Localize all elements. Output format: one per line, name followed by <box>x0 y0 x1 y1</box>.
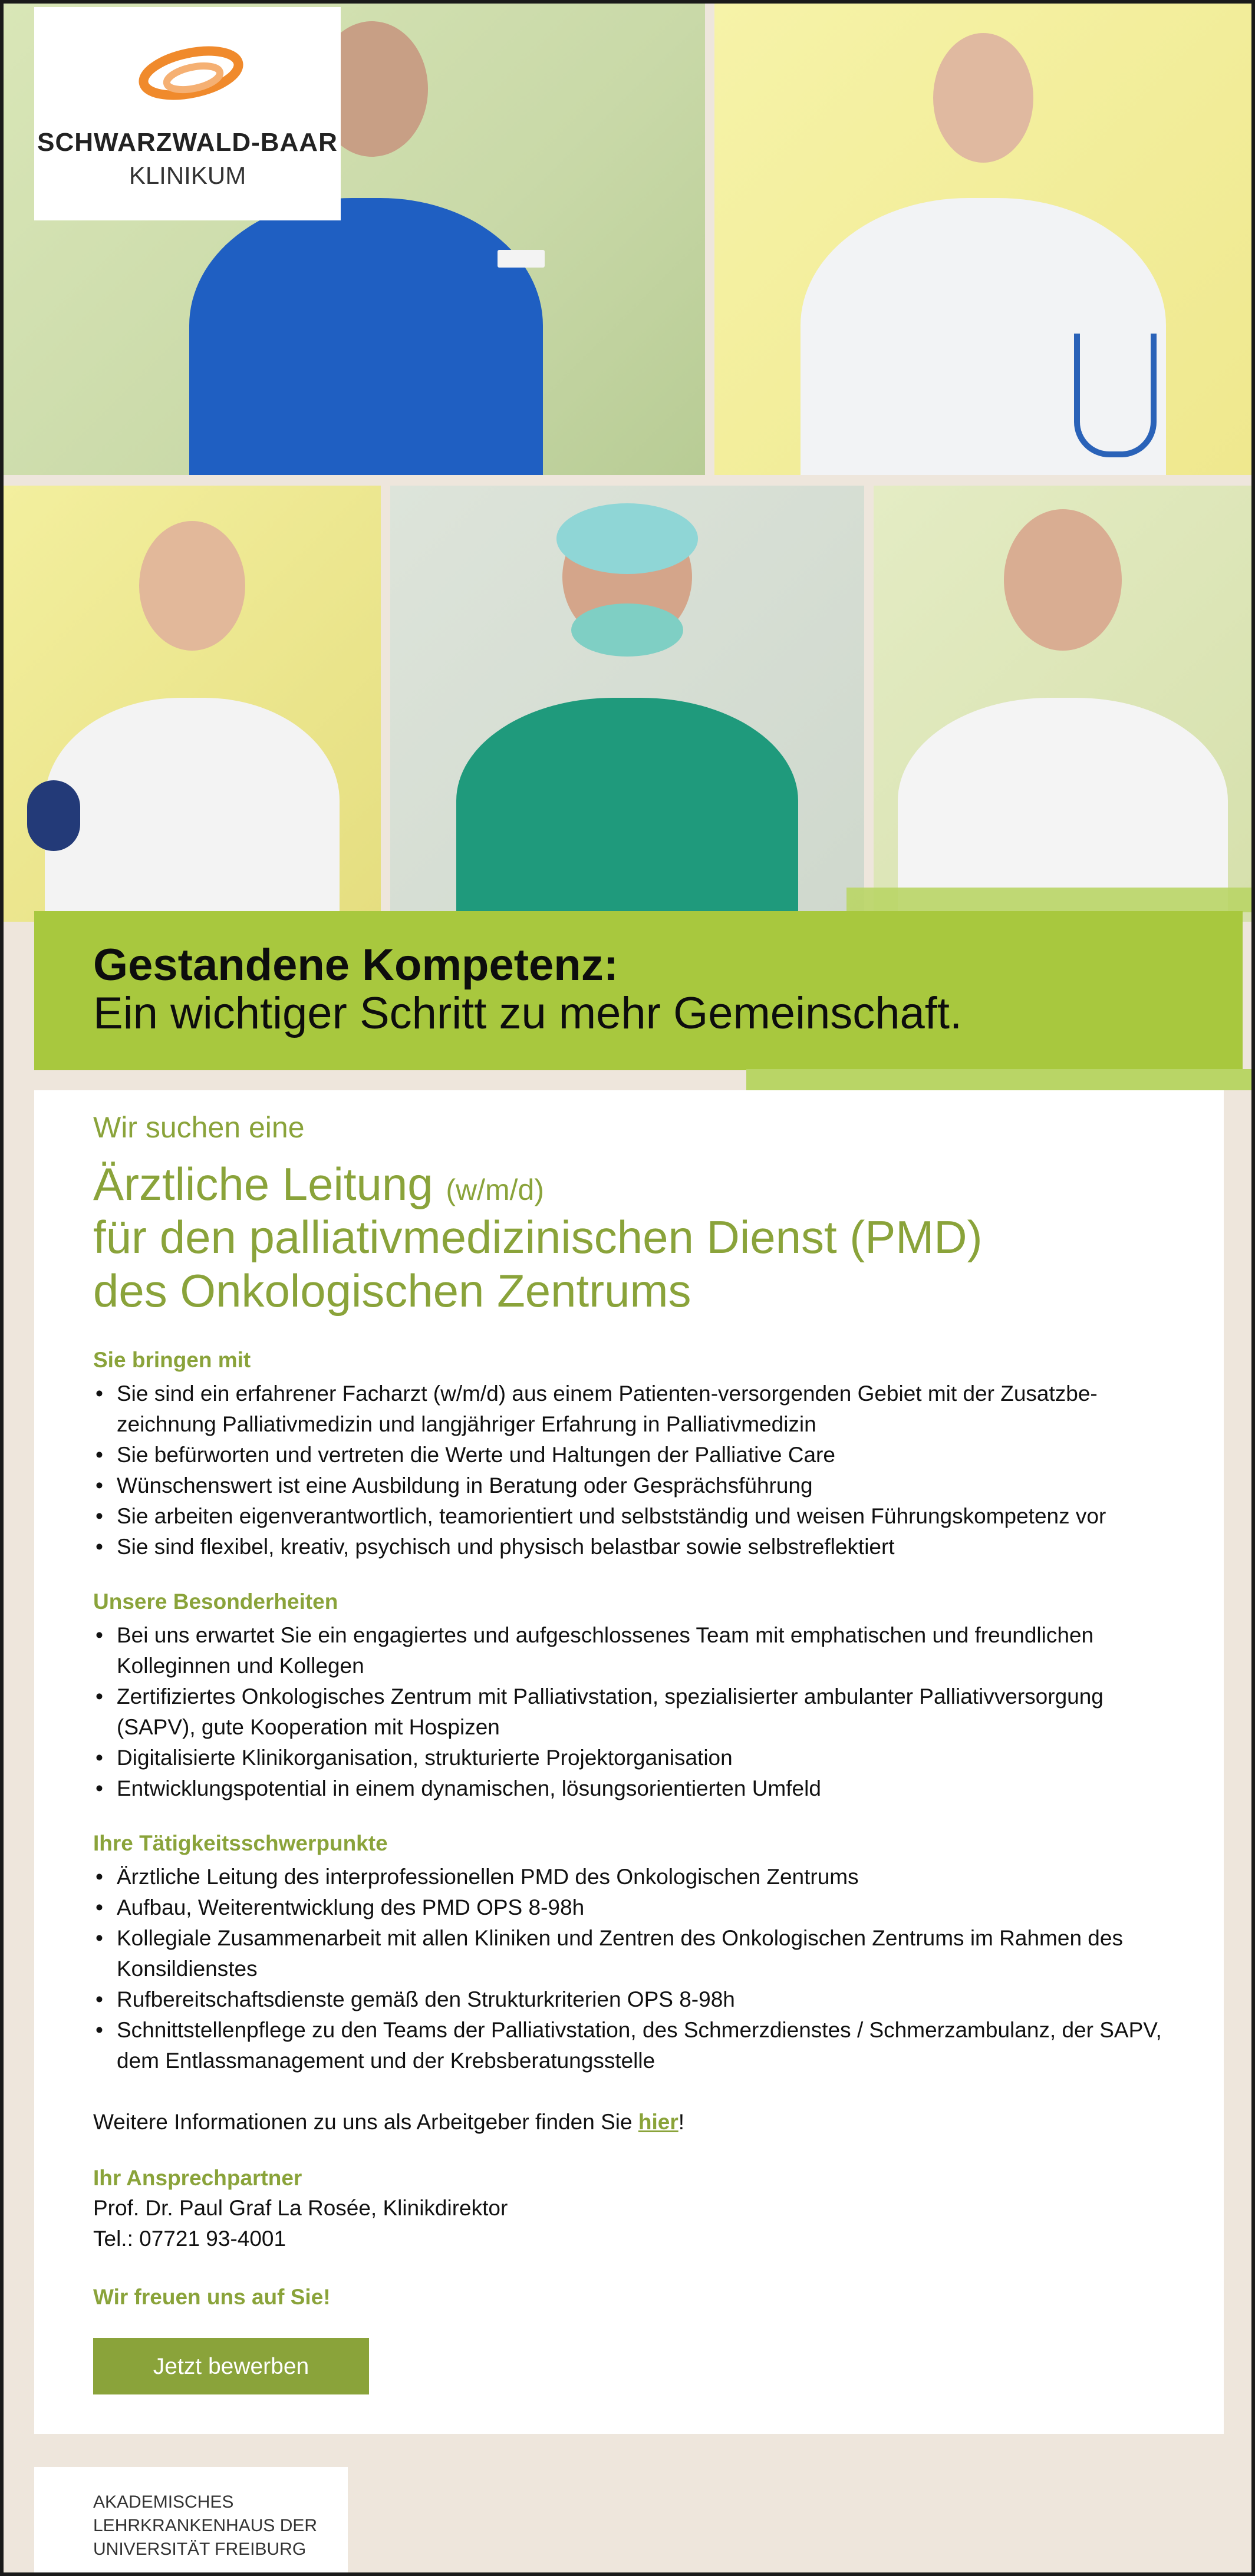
badge-line1: AKADEMISCHES <box>93 2492 234 2512</box>
employer-info-text: Weitere Informationen zu uns als Arbeitgeber finden Sie <box>93 2110 633 2135</box>
list-item: • Sie sind flexibel, kreativ, psychisch und physisch belastbar sowie selbstreflektiert <box>93 1532 1184 1562</box>
job-title-line3: des Onkologischen Zentrums <box>93 1264 691 1317</box>
photo-doctor-white-coat <box>874 486 1251 922</box>
closing-text: Wir freuen uns auf Sie! <box>93 2285 331 2310</box>
logo-swirl-icon <box>132 38 250 120</box>
headline-bold: Gestandene Kompetenz: <box>93 940 619 990</box>
banner-accent-strip-bottom <box>746 1069 1251 1090</box>
tasks-list <box>93 1862 1184 2076</box>
employer-info-end: ! <box>678 2110 684 2135</box>
headline-banner <box>34 911 1243 1070</box>
list-item: • Entwicklungspotential in einem dynamischen, lösungsorientierten Umfeld <box>93 1773 1184 1804</box>
job-title <box>93 1157 1184 1211</box>
list-item: • Schnittstellenpflege zu den Teams der Palliativstation, des Schmerzdienstes / Schmerzambulanz, der SAPV, dem Entlassmanagement und der Krebsberatungsstelle <box>93 2015 1184 2076</box>
job-title-main: Ärztliche Leitung <box>93 1158 433 1210</box>
list-item: • Digitalisierte Klinikorganisation, strukturierte Projektorganisation <box>93 1743 1184 1773</box>
employer-info <box>93 2107 1184 2138</box>
list-item: • Sie sind ein erfahrener Facharzt (w/m/d) aus einem Patienten-versorgenden Gebiet mit der Zusatzbe-zeichnung Palliativmedizin und langjähriger Erfahrung in Palliativmedizin <box>93 1378 1184 1440</box>
employer-info-link[interactable]: hier <box>638 2110 678 2135</box>
apply-button[interactable]: Jetzt bewerben <box>93 2338 369 2394</box>
job-title-suffix: (w/m/d) <box>446 1173 544 1206</box>
section-heading-tasks: Ihre Tätigkeitsschwerpunkte <box>93 1831 388 1856</box>
list-item: • Wünschenswert ist eine Ausbildung in Beratung oder Gesprächsführung <box>93 1470 1184 1501</box>
contact-name: Prof. Dr. Paul Graf La Rosée, Klinikdirektor <box>93 2196 508 2221</box>
benefits-list <box>93 1620 1184 1804</box>
job-title-line2: für den palliativmedizinischen Dienst (PMD) <box>93 1211 983 1264</box>
klinikum-logo <box>34 7 341 220</box>
logo-name: SCHWARZWALD-BAAR <box>37 128 338 157</box>
logo-subtitle: KLINIKUM <box>129 161 246 189</box>
job-description-card <box>34 1090 1224 2434</box>
academic-hospital-badge <box>34 2467 348 2572</box>
list-item: • Bei uns erwartet Sie ein engagiertes und aufgeschlossenes Team mit emphatischen und freundlichen Kolleginnen und Kollegen <box>93 1620 1184 1681</box>
list-item: • Sie befürworten und vertreten die Werte und Haltungen der Palliative Care <box>93 1440 1184 1470</box>
section-heading-requirements: Sie bringen mit <box>93 1348 251 1373</box>
list-item: • Aufbau, Weiterentwicklung des PMD OPS 8-98h <box>93 1892 1184 1923</box>
job-intro: Wir suchen eine <box>93 1111 305 1144</box>
badge-line3: UNIVERSITÄT FREIBURG <box>93 2539 307 2559</box>
list-item: • Kollegiale Zusammenarbeit mit allen Kliniken und Zentren des Onkologischen Zentrums im Rahmen des Konsildienstes <box>93 1923 1184 1984</box>
list-item: • Sie arbeiten eigenverantwortlich, teamorientiert und selbstständig und weisen Führungskompetenz vor <box>93 1501 1184 1532</box>
photo-surgeon-mask <box>390 486 864 922</box>
photo-nurse-bp-device <box>4 486 381 922</box>
list-item: • Zertifiziertes Onkologisches Zentrum mit Palliativstation, spezialisierter ambulanter Palliativversorgung (SAPV), gute Kooperation mit Hospizen <box>93 1681 1184 1743</box>
photo-nurse-stethoscope <box>714 4 1251 475</box>
section-heading-benefits: Unsere Besonderheiten <box>93 1589 338 1614</box>
requirements-list <box>93 1378 1184 1562</box>
contact-heading: Ihr Ansprechpartner <box>93 2166 302 2191</box>
contact-phone: Tel.: 07721 93-4001 <box>93 2227 286 2251</box>
contact-block <box>93 2166 1184 2254</box>
badge-text <box>93 2491 317 2561</box>
headline-regular: Ein wichtiger Schritt zu mehr Gemeinschaft. <box>93 988 963 1038</box>
badge-line2: LEHRKRANKENHAUS DER <box>93 2516 318 2535</box>
list-item: • Rufbereitschaftsdienste gemäß den Strukturkriterien OPS 8-98h <box>93 1984 1184 2015</box>
banner-accent-strip <box>846 888 1253 912</box>
list-item: • Ärztliche Leitung des interprofessionellen PMD des Onkologischen Zentrums <box>93 1862 1184 1892</box>
